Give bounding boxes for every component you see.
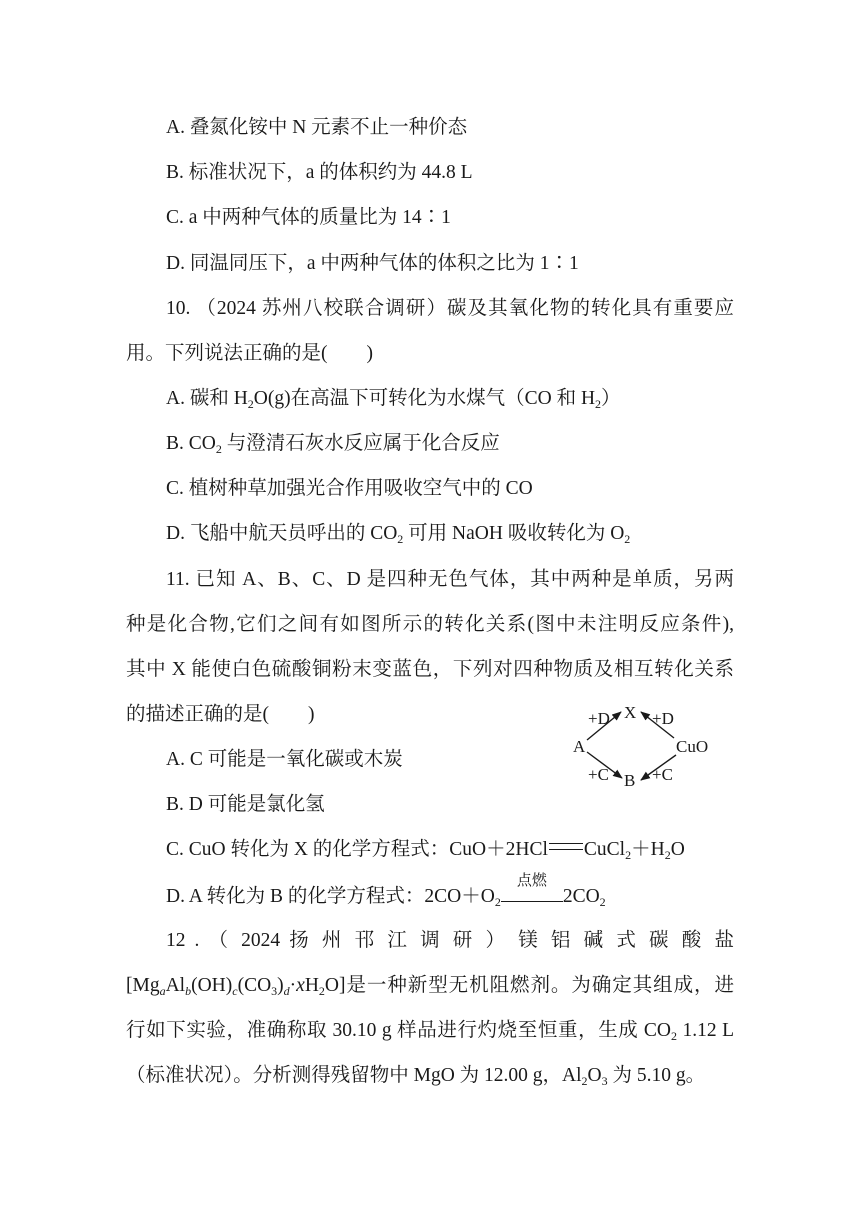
node-b: B: [624, 771, 636, 790]
q10-option-a: A. 碳和 $H_2O(g)$在高温下可转化为水煤气（CO 和 $H_2$）: [166, 388, 621, 411]
q9-option-b: B. 标准状况下，a 的体积约为 44.8 L: [166, 162, 473, 183]
node-x: X: [624, 703, 637, 722]
label-top-right: +D: [652, 709, 674, 728]
q9-option-a: A. 叠氮化铵中 N 元素不止一种价态: [166, 117, 468, 138]
label-top-left: +D: [588, 709, 610, 728]
q9-option-c: C. a 中两种气体的质量比为 14∶1: [166, 207, 451, 228]
label-bottom-right: +C: [652, 765, 673, 784]
q10-stem-line1: 10. （2024 苏州八校联合调研）碳及其氧化物的转化具有重要应: [166, 298, 734, 319]
node-cuo: CuO: [676, 737, 709, 756]
label-bottom-left: +C: [588, 765, 609, 784]
q12-stem-line4: （标准状况）。分析测得残留物中 MgO 为 12.00 g，$Al_2O_3$ 为 5.10 g。: [126, 1065, 706, 1088]
q10-option-b: B. $CO_2$ 与澄清石灰水反应属于化合反应: [166, 433, 500, 456]
q11-stem-line3: 其中 X 能使白色硫酸铜粉末变蓝色，下列对四种物质及相互转化关系: [126, 659, 734, 680]
q10-option-d: D. 飞船中航天员呼出的 $CO_2$ 可用 NaOH 吸收转化为 $O_2$: [166, 523, 631, 546]
q12-stem-line1: 12 . （ 2024 扬 州 邗 江 调 研 ） 镁 铝 碱 式 碳 酸 盐: [166, 930, 734, 951]
q10-option-c: C. 植树种草加强光合作用吸收空气中的 CO: [166, 478, 533, 499]
equals-sign: [549, 843, 583, 850]
q11-stem-line2: 种是化合物,它们之间有如图所示的转化关系(图中未注明反应条件),: [126, 614, 734, 635]
q11-stem-line1: 11. 已知 A、B、C、D 是四种无色气体，其中两种是单质，另两: [166, 569, 734, 590]
conversion-diagram: [570, 700, 720, 792]
node-a: A: [573, 737, 586, 756]
q11-stem-line4: 的描述正确的是( ): [126, 704, 315, 725]
q11-option-c: C. CuO 转化为 X 的化学方程式：CuO＋2HCl $CuCl_2+H_2O$: [166, 839, 685, 862]
q9-option-d: D. 同温同压下，a 中两种气体的体积之比为 1∶1: [166, 253, 579, 274]
q11-option-a: A. C 可能是一氧化碳或木炭: [166, 749, 403, 770]
reaction-condition: 点燃: [501, 888, 563, 902]
q12-stem-line3: 行如下实验，准确称取 30.10 g 样品进行灼烧至恒重，生成 $CO_2$ 1.12 L: [126, 1020, 734, 1043]
q11-option-b: B. D 可能是氯化氢: [166, 794, 325, 815]
q11-option-d: D. A 转化为 B 的化学方程式：$2CO+O_2$ 点燃 $2CO_2$: [166, 873, 606, 909]
q10-stem-line2: 用。下列说法正确的是( ): [126, 343, 373, 364]
q12-stem-line2: $[Mg_aAl_b(OH)_c(CO_3)_d\cdot xH_2O]$是一种新型无机阻燃剂。为确定其组成，进: [126, 975, 734, 998]
